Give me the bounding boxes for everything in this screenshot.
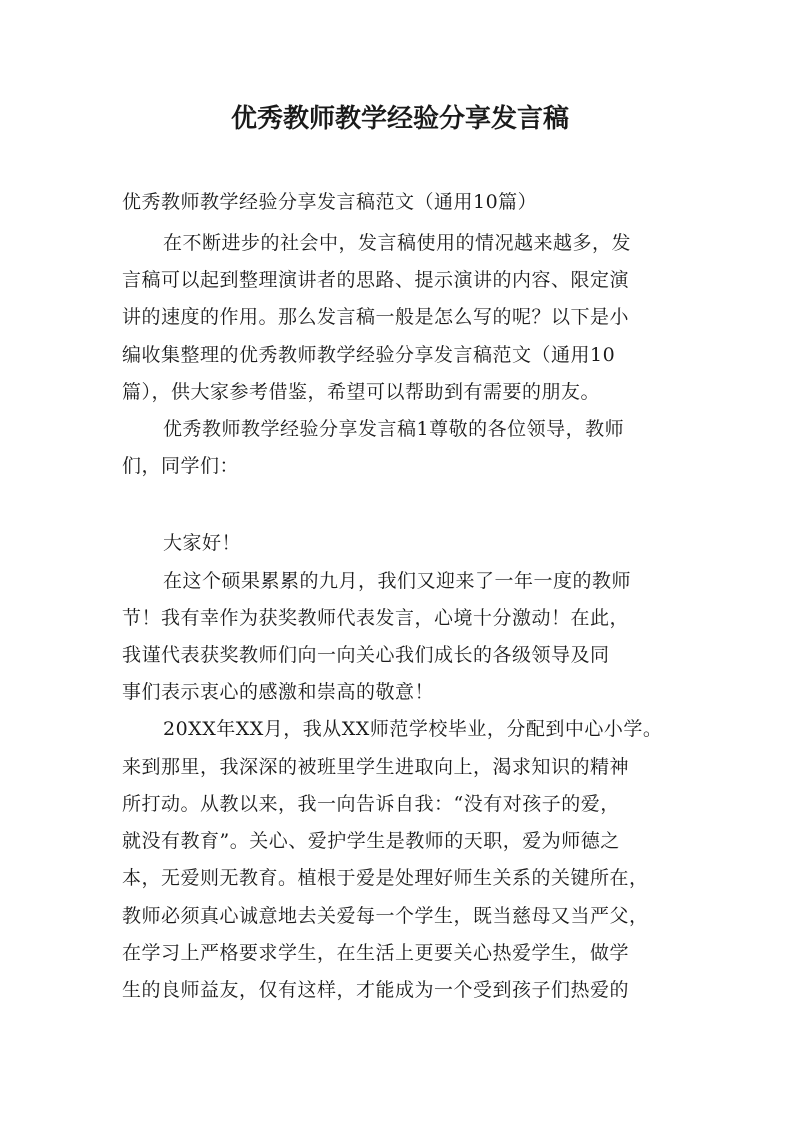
body-line: 们，同学们： [122,455,240,477]
body-line: 教师必须真心诚意地去关爱每一个学生，既当慈母又当严父， [122,905,649,927]
body-line: 20XX年XX月，我从XX师范学校毕业，分配到中心小学。 [163,718,663,740]
body-line: 我谨代表获奖教师们向一向关心我们成长的各级领导及同 [122,644,610,666]
body-line: 就没有教育”。关心、爱护学生是教师的天职，爱为师德之 [122,830,620,852]
body-line: 在不断进步的社会中，发言稿使用的情况越来越多，发 [163,232,632,254]
body-line: 讲的速度的作用。那么发言稿一般是怎么写的呢？以下是小 [122,306,630,328]
body-line: 本，无爱则无教育。植根于爱是处理好师生关系的关键所在， [122,867,649,889]
body-line: 篇），供大家参考借鉴，希望可以帮助到有需要的朋友。 [122,381,601,403]
body-line: 编收集整理的优秀教师教学经验分享发言稿范文（通用10 [122,344,616,366]
body-line: 所打动。从教以来，我一向告诉自我：“没有对孩子的爱， [122,793,620,815]
body-line: 来到那里，我深深的被班里学生进取向上，渴求知识的精神 [122,756,630,778]
body-line: 节！我有幸作为获奖教师代表发言，心境十分激动！在此， [122,607,630,629]
body-line: 事们表示衷心的感激和崇高的敬意！ [122,681,435,703]
document-title: 优秀教师教学经验分享发言稿 [230,104,569,134]
greeting-line: 大家好！ [163,532,242,554]
body-line: 优秀教师教学经验分享发言稿1尊敬的各位领导，教师 [163,418,625,440]
body-line: 在这个硕果累累的九月，我们又迎来了一年一度的教师 [163,570,632,592]
body-line: 言稿可以起到整理演讲者的思路、提示演讲的内容、限定演 [122,269,630,291]
body-line: 生的良师益友，仅有这样，才能成为一个受到孩子们热爱的 [122,979,630,1001]
subtitle-line: 优秀教师教学经验分享发言稿范文（通用10篇） [122,191,538,213]
body-line: 在学习上严格要求学生，在生活上更要关心热爱学生，做学 [122,942,630,964]
